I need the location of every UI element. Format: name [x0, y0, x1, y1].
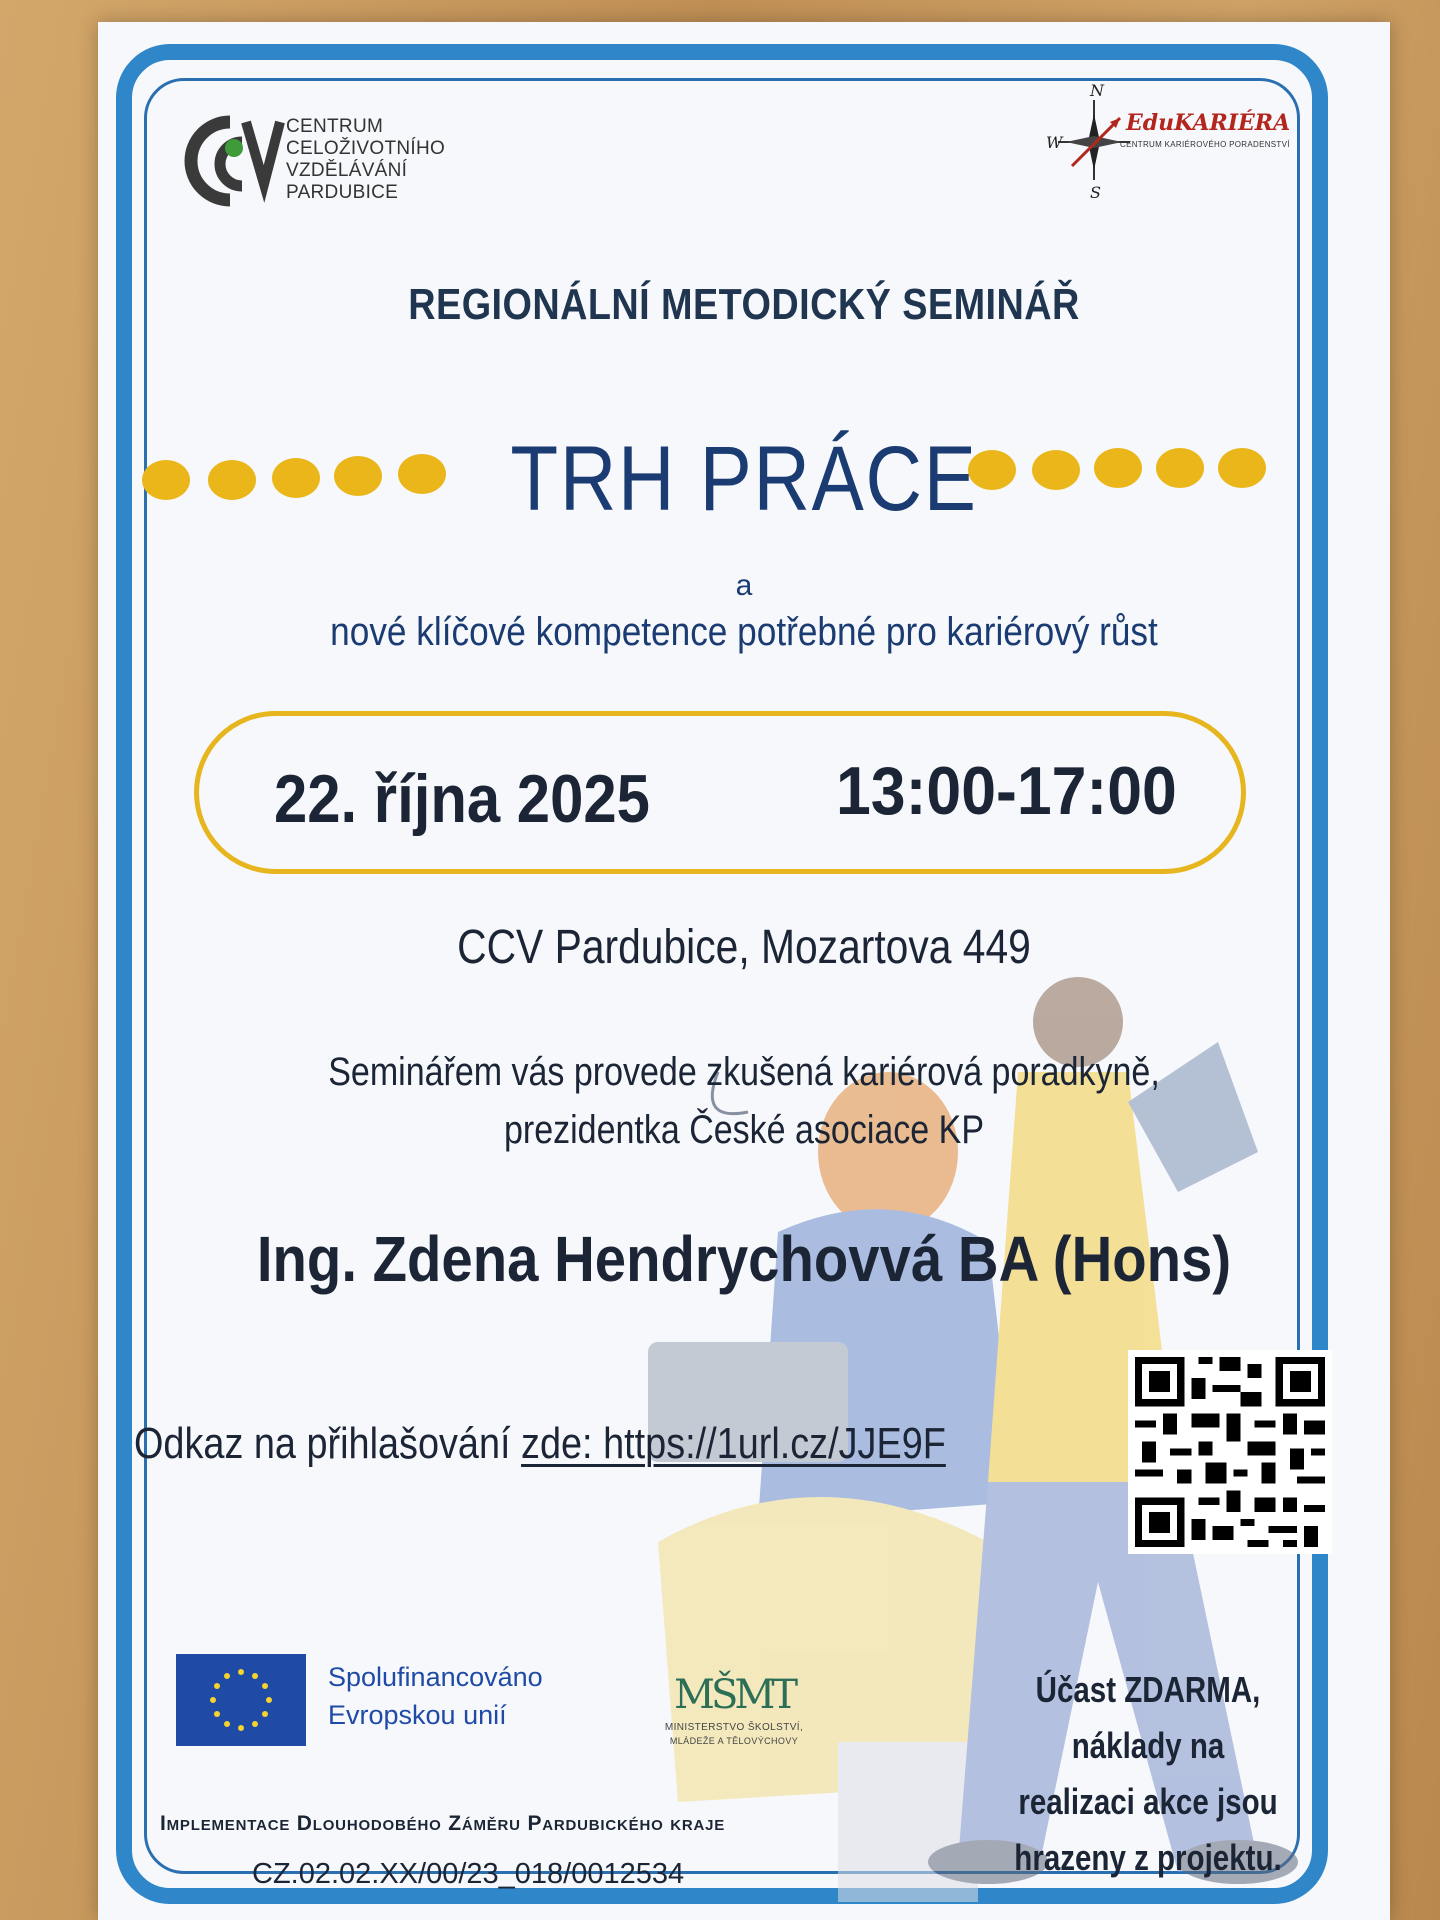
seminar-time: 13:00-17:00: [836, 753, 1177, 829]
seminar-date: 22. října 2025: [274, 761, 650, 837]
eu-line-1: Spolufinancováno: [328, 1662, 543, 1692]
registration-link[interactable]: zde: https://1url.cz/JJE9F: [521, 1419, 946, 1468]
seminar-title: REGIONÁLNÍ METODICKÝ SEMINÁŘ: [408, 280, 1080, 329]
compass-n: N: [1090, 81, 1104, 100]
compass-w: W: [1046, 133, 1063, 152]
eu-flag-icon: [176, 1654, 306, 1746]
edukariera-name: EduKARIÉRA: [1126, 110, 1291, 136]
compass-s: S: [1090, 183, 1101, 202]
free-line-3: hrazeny z projektu.: [1014, 1837, 1282, 1878]
ccv-line: VZDĚLÁVÁNÍ: [286, 160, 408, 181]
free-participation-note: [984, 1662, 1312, 1886]
seminar-subtitle: nové klíčové kompetence potřebné pro kariérový růst: [330, 610, 1158, 654]
eu-cofunded-text: [328, 1658, 543, 1734]
eu-line-2: Evropskou unií: [328, 1700, 507, 1730]
msmt-line-2: MLÁDEŽE A TĚLOVÝCHOVY: [669, 1736, 799, 1746]
project-name: Implementace Dlouhodobého Záměru Pardubického kraje: [160, 1812, 726, 1835]
free-line-1: Účast ZDARMA, náklady na: [1035, 1669, 1261, 1766]
registration-prefix: Odkaz na přihlašování: [134, 1419, 522, 1468]
ccv-line: CELOŽIVOTNÍHO: [286, 138, 446, 159]
project-code: CZ.02.02.XX/00/23_018/0012534: [252, 1858, 685, 1890]
connector-text: a: [735, 569, 753, 602]
speaker-name: Ing. Zdena Hendrychovvá BA (Hons): [256, 1223, 1232, 1295]
poster-sheet: [98, 22, 1390, 1920]
registration-line: [134, 1419, 946, 1469]
qr-code[interactable]: [1128, 1350, 1332, 1554]
main-topic: TRH PRÁCE: [510, 428, 978, 530]
ccv-logo: [180, 112, 280, 212]
venue: CCV Pardubice, Mozartova 449: [457, 921, 1031, 974]
guide-line-2: prezidentka České asociace KP: [503, 1108, 985, 1152]
msmt-line-1: MINISTERSTVO ŠKOLSTVÍ,: [664, 1722, 804, 1733]
edukariera-subtitle: CENTRUM KARIÉROVÉHO PORADENSTVÍ: [1120, 140, 1290, 149]
ccv-line: CENTRUM: [286, 116, 384, 137]
msmt-mark: MŠMT: [674, 1672, 794, 1718]
ccv-logo-text: [286, 116, 445, 204]
decor-dot: [142, 460, 190, 500]
guide-line-1: Seminářem vás provede zkušená kariérová poradkyně,: [328, 1050, 1160, 1094]
ccv-line: PARDUBICE: [286, 182, 399, 203]
free-line-2: realizaci akce jsou: [1018, 1781, 1278, 1822]
